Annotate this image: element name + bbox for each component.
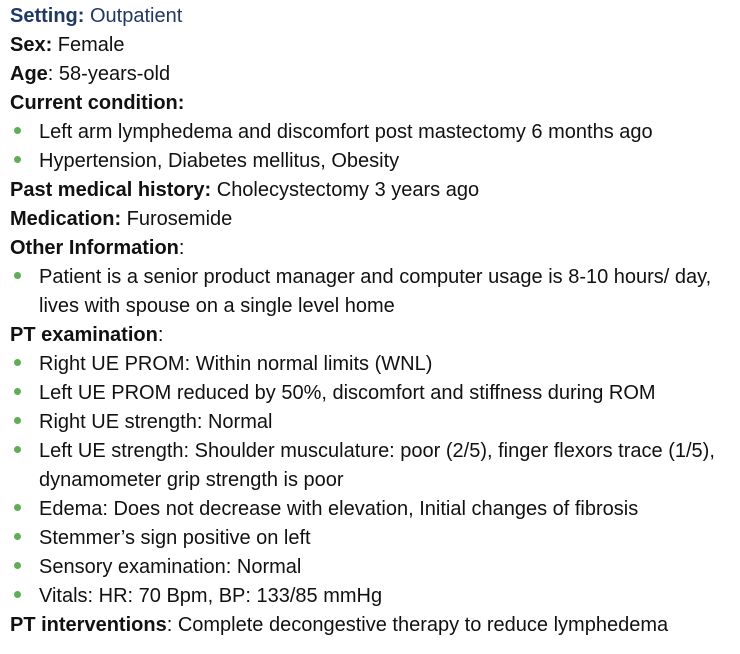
list-item [10,263,735,321]
list-item [10,118,735,147]
bullet-icon [14,272,21,279]
age-value: : 58-years-old [47,63,171,85]
list-item [10,437,735,495]
current-condition-label: Current condition: [10,92,185,114]
medication-label: Medication: [10,208,122,230]
list-item [10,147,735,176]
current-condition-heading [10,89,735,118]
past-history-label: Past medical history: [10,179,212,201]
sex-line [10,31,735,60]
list-item-text: Sensory examination: Normal [39,556,302,578]
list-item [10,495,735,524]
setting-label: Setting: [10,5,85,27]
other-info-suffix: : [178,237,185,259]
pt-exam-suffix: : [157,324,164,346]
other-info-label: Other Information [10,237,179,259]
list-item [10,524,735,553]
bullet-icon [14,562,21,569]
bullet-icon [14,156,21,163]
list-item-text: Right UE PROM: Within normal limits (WNL) [39,353,433,375]
list-item-text: Edema: Does not decrease with elevation, Initial changes of fibrosis [39,498,639,520]
pt-interventions-value: : Complete decongestive therapy to reduce lymphedema [166,614,669,636]
list-item-text: Right UE strength: Normal [39,411,273,433]
list-item-text: Left UE strength: Shoulder musculature: poor (2/5), finger flexors trace (1/5), dynamometer grip strength is poor [39,440,715,491]
list-item [10,408,735,437]
pt-interventions-line [10,611,735,640]
case-document [10,2,735,640]
list-item-text: Patient is a senior product manager and computer usage is 8-10 hours/ day, lives with spouse on a single level home [39,266,712,317]
list-item [10,582,735,611]
bullet-icon [14,127,21,134]
list-item [10,350,735,379]
sex-value: Female [52,34,125,56]
bullet-icon [14,417,21,424]
past-history-line [10,176,735,205]
bullet-icon [14,388,21,395]
bullet-icon [14,504,21,511]
age-label: Age [10,63,48,85]
bullet-icon [14,446,21,453]
list-item-text: Vitals: HR: 70 Bpm, BP: 133/85 mmHg [39,585,383,607]
list-item-text: Left UE PROM reduced by 50%, discomfort and stiffness during ROM [39,382,656,404]
list-item-text: Stemmer’s sign positive on left [39,527,311,549]
bullet-icon [14,533,21,540]
pt-interventions-label: PT interventions [10,614,167,636]
medication-value: Furosemide [121,208,233,230]
age-line [10,60,735,89]
medication-line [10,205,735,234]
setting-line [10,2,735,31]
past-history-value: Cholecystectomy 3 years ago [211,179,480,201]
list-item-text: Left arm lymphedema and discomfort post mastectomy 6 months ago [39,121,653,143]
list-item-text: Hypertension, Diabetes mellitus, Obesity [39,150,400,172]
bullet-icon [14,591,21,598]
list-item [10,553,735,582]
bullet-icon [14,359,21,366]
list-item [10,379,735,408]
other-info-heading [10,234,735,263]
pt-exam-heading [10,321,735,350]
pt-exam-label: PT examination [10,324,158,346]
setting-value: Outpatient [84,5,183,27]
sex-label: Sex: [10,34,53,56]
